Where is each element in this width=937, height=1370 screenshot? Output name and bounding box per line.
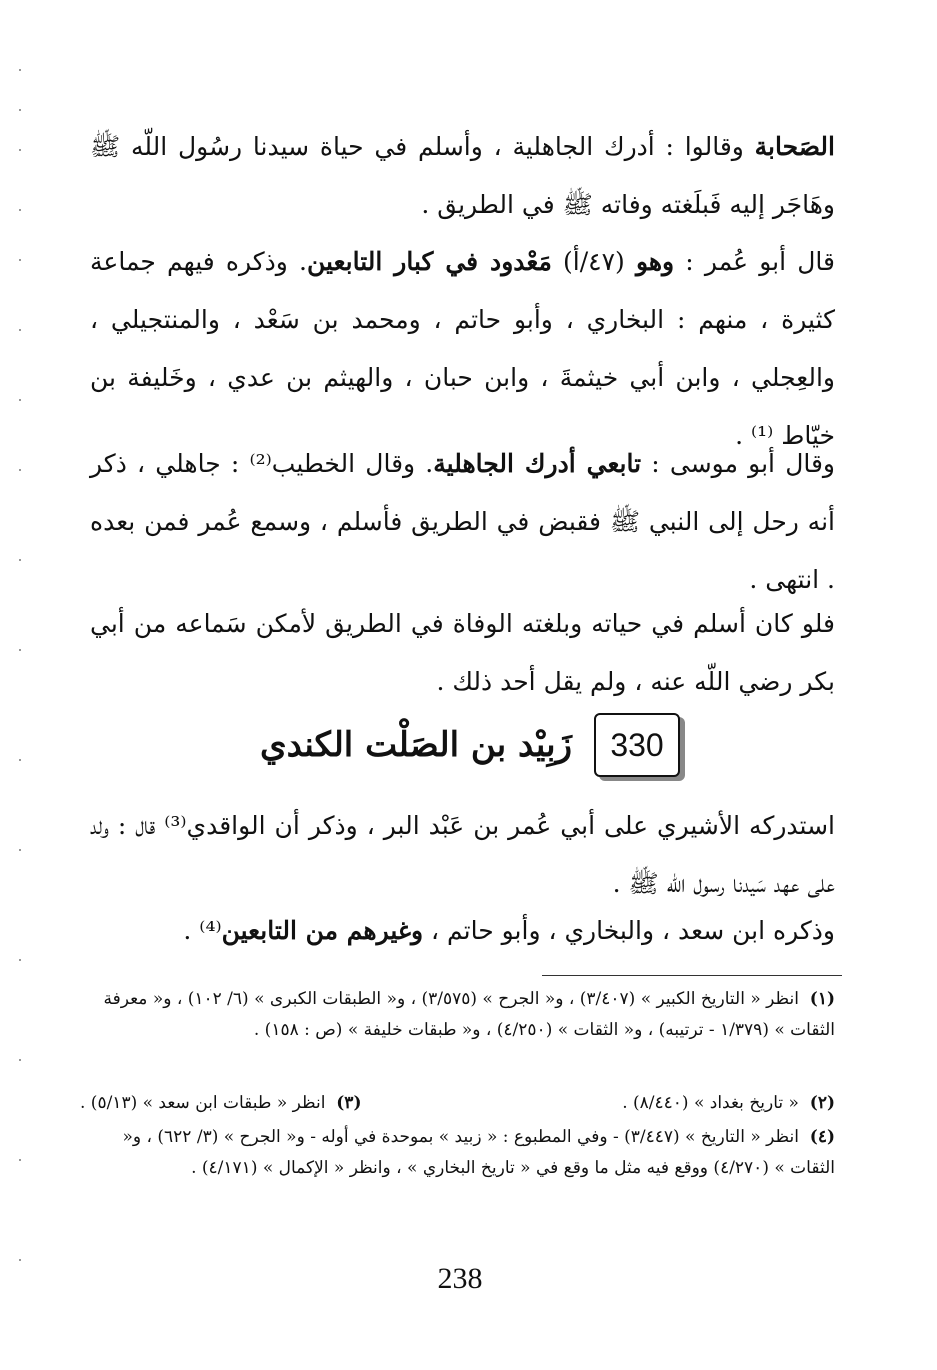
paragraph-text: وقالوا : أدرك الجاهلية ، وأسلم في حياة سيدنا رسُول اللّه ﷺ وهَاجَر إليه فَبلَغته وفاته ﷺ في الطريق . [90,132,835,219]
paragraph-6 [90,902,835,960]
bold-term: الصَحابة [754,132,835,161]
footnote-text: انظر « طبقات ابن سعد » (٥/١٣) . [80,1093,326,1113]
footnote-number: (٢) [809,1093,835,1113]
footnote-number: (١) [809,989,835,1009]
footnote-text: انظر « التاريخ الكبير » (٣/٤٠٧) ، و« الجرح » (٣/٥٧٥) ، و« الطبقات الكبرى » (٦/ ١٠٢) ، و« معرفة الثقات » (١/٣٧٩ - ترتيبه) ، و« الثقات » (٤/٢٥٠) ، و« طبقات خليفة » (ص : ١٥٨) . [103,989,835,1040]
paragraph-text: ⁽⁴⁾ . [183,916,222,945]
bold-term: وغيرهم من التابعين [221,916,424,945]
footnote-separator [542,975,842,976]
paragraph-text: . وقال الخطيب⁽²⁾ : جاهلي ، ذكر أنه رحل إلى النبي ﷺ فقبض في الطريق فأسلم ، وسمع عُمر فمن بعده . انتهى . [90,449,835,594]
paragraph-4 [90,595,835,711]
footnote-text: انظر « التاريخ » (٣/٤٤٧) - وفي المطبوع : « زبيد » بموحدة في أوله - و« الجرح » (٣/ ٦٢٢) ، و« الثقات » (٤/٢٧٠) ووقع فيه مثل ما وقع في « تاريخ البخاري » ، وانظر « الإكمال » (٤/١٧١) . [122,1127,835,1178]
paragraph-text: قال أبو عُمر : [674,247,835,276]
paragraph-text: . وذكره فيهم جماعة كثيرة ، منهم : البخاري ، وأبو حاتم ، ومحمد بن سَعْد ، والمنتجيلي ، والعِجلي ، وابن أبي خيثمةَ ، وابن حبان ، والهيثم بن عدي ، وخَليفة بن خيّاط ⁽¹⁾ . [90,247,835,450]
paragraph-text: (٤٧/أ) [551,247,636,276]
footnote-text: « تاريخ بغداد » (٨/٤٤٠) . [622,1093,799,1113]
paragraph-text: فلو كان أسلم في حياته وبلغته الوفاة في الطريق لأمكن سَماعه من أبي بكر رضي اللّه عنه ، ولم يقل أحد ذلك . [90,609,835,696]
paragraph-2 [90,233,835,465]
footnote-2 [622,1088,835,1119]
bold-term: مَعْدود في كبار التابعين [307,247,552,276]
paragraph-text: وقال أبو موسى : [641,449,835,478]
footnote-3 [80,1088,361,1119]
scan-margin-dots [10,0,30,1370]
bold-term: وهو [635,247,675,276]
footnote-1 [80,984,835,1046]
entry-number-box: 330 [594,713,680,777]
entry-title: زَبِيْد بن الصَلْت الكندي [259,725,573,765]
footnote-number: (٣) [336,1093,362,1113]
footnote-number: (٤) [809,1127,835,1147]
paragraph-text: استدركه الأشيري على أبي عُمر بن عَبْد البر ، وذكر أن الواقدي⁽³⁾ قال : ولد على عهد سَيدنا رسول اللّه ﷺ . [90,811,835,898]
paragraph-text: وذكره ابن سعد ، والبخاري ، وأبو حاتم ، [423,916,835,945]
paragraph-5 [90,797,835,913]
page-number: 238 [437,1262,483,1295]
entry-heading [190,705,750,785]
bold-term: تابعي أدرك الجاهلية [433,449,642,478]
footnote-4 [80,1122,835,1184]
paragraph-3 [90,435,835,609]
footnote-row-2-3 [80,1088,835,1119]
paragraph-1 [90,118,835,234]
